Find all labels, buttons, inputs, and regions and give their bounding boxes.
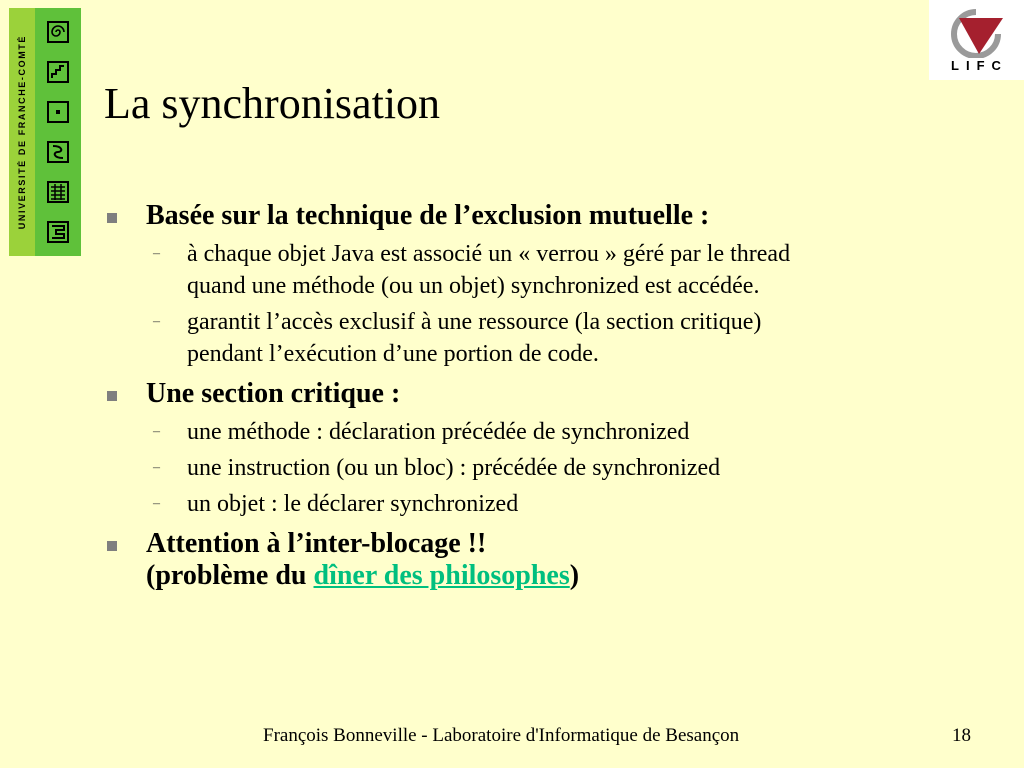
sub-bullet-line: une instruction (ou un bloc) : précédée de synchronized bbox=[187, 455, 721, 481]
sub-bullet-line: un objet : le déclarer synchronized bbox=[187, 491, 519, 517]
building-icon bbox=[46, 180, 70, 204]
dash-icon: – bbox=[153, 246, 160, 261]
stairs-icon bbox=[46, 60, 70, 84]
philosophers-link[interactable]: dîner des philosophes bbox=[313, 560, 570, 591]
sub-bullet bbox=[105, 488, 925, 520]
page-number: 18 bbox=[952, 725, 971, 746]
sub-bullet bbox=[105, 452, 925, 484]
spiral-icon bbox=[46, 20, 70, 44]
bullet-inter-blocage bbox=[105, 528, 925, 592]
dash-icon: – bbox=[153, 496, 160, 511]
sub-bullet-line: quand une méthode (ou un objet) synchronized est accédée. bbox=[187, 273, 760, 299]
bullet-exclusion bbox=[105, 200, 925, 232]
sub-bullet-line: à chaque objet Java est associé un « verrou » géré par le thread bbox=[187, 241, 791, 267]
lifc-emblem-icon bbox=[943, 6, 1009, 58]
bullet-suffix: ) bbox=[569, 560, 580, 591]
square-dot-icon bbox=[46, 100, 70, 124]
sub-bullet-line: une méthode : déclaration précédée de synchronized bbox=[187, 419, 690, 445]
square-bullet-icon bbox=[107, 213, 117, 223]
bullet-text-line2 bbox=[146, 560, 925, 592]
dash-icon: – bbox=[153, 424, 160, 439]
slide-title: La synchronisation bbox=[104, 79, 441, 128]
square-bullet-icon bbox=[107, 391, 117, 401]
lifc-label: LIFC bbox=[951, 58, 1008, 73]
square-bullet-icon bbox=[107, 541, 117, 551]
university-name: UNIVERSITÉ DE FRANCHE-COMTÉ bbox=[17, 34, 27, 230]
sub-bullet bbox=[105, 416, 925, 448]
maze-icon bbox=[46, 220, 70, 244]
sub-bullet-line: pendant l’exécution d’une portion de code. bbox=[187, 341, 599, 367]
dash-icon: – bbox=[153, 460, 160, 475]
university-band bbox=[9, 8, 35, 256]
footer-author: François Bonneville - Laboratoire d'Informatique de Besançon bbox=[263, 725, 740, 746]
lifc-logo bbox=[929, 0, 1024, 80]
sub-bullet bbox=[105, 306, 925, 370]
sub-bullet-line: garantit l’accès exclusif à une ressource (la section critique) bbox=[187, 309, 762, 335]
slide-content bbox=[105, 200, 925, 592]
dash-icon: – bbox=[153, 314, 160, 329]
sub-bullet bbox=[105, 238, 925, 302]
bullet-prefix: (problème du bbox=[146, 560, 314, 591]
bullet-section-critique bbox=[105, 378, 925, 410]
bullet-text: Attention à l’inter-blocage !! bbox=[146, 528, 487, 559]
icon-band bbox=[35, 8, 81, 256]
bullet-text: Basée sur la technique de l’exclusion mutuelle : bbox=[146, 200, 710, 231]
bullet-text: Une section critique : bbox=[146, 378, 401, 409]
university-logo bbox=[9, 8, 81, 256]
snake-icon bbox=[46, 140, 70, 164]
